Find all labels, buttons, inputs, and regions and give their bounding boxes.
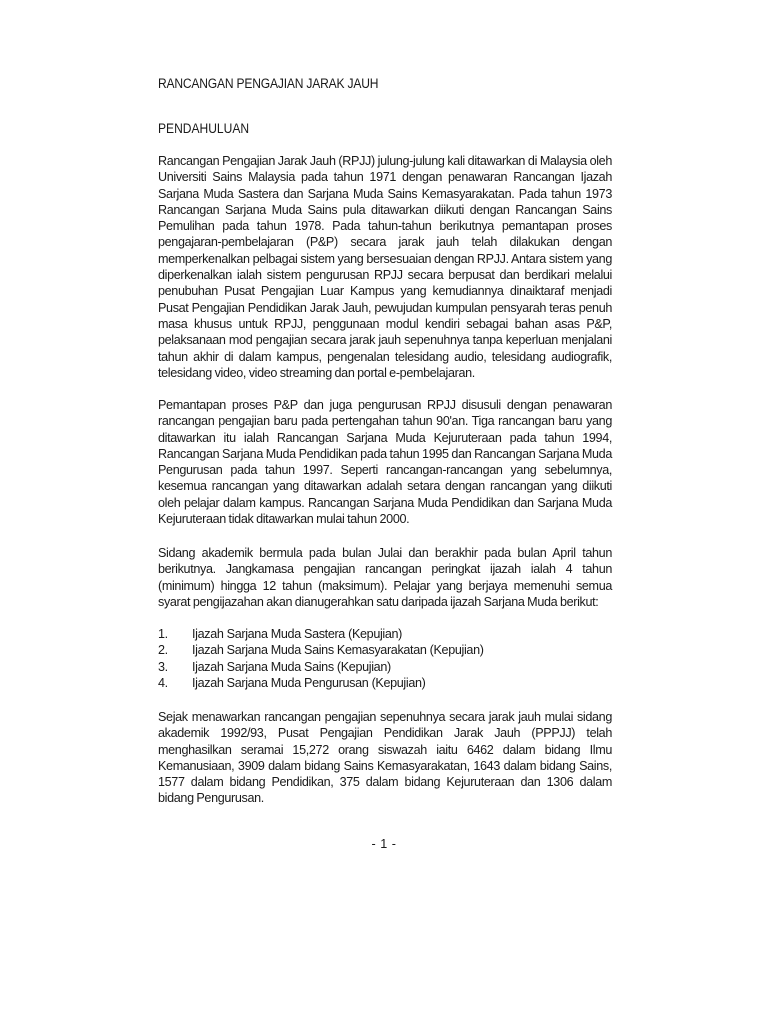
degree-list bbox=[158, 626, 484, 691]
document-title: RANCANGAN PENGAJIAN JARAK JAUH bbox=[158, 76, 379, 91]
degree-list-item bbox=[158, 675, 484, 691]
degree-number: 2. bbox=[158, 643, 168, 658]
degree-title: Ijazah Sarjana Muda Sains (Kepujian) bbox=[192, 659, 391, 674]
paragraph-graduate-statistics: Sejak menawarkan rancangan pengajian sepenuhnya secara jarak jauh mulai sidang akademik 1992/93, Pusat Pengajian Pendidikan Jarak Jauh (PPPJJ) telah menghasilkan seramai 15,272 orang siswazah iaitu 6462 dalam bidang Ilmu Kemanusiaan, 3909 dalam bidang Sains Kemasyarakatan, 1643 dalam bidang Sains, 1577 dalam bidang Pendidikan, 375 dalam bidang Kejuruteraan dan 1306 dalam bidang Pengurusan. bbox=[158, 710, 612, 806]
degree-list-item bbox=[158, 626, 484, 642]
page-number: - 1 - bbox=[371, 837, 397, 851]
paragraph-programme-expansion: Pemantapan proses P&P dan juga pengurusan RPJJ disusuli dengan penawaran rancangan pengajian baru pada pertengahan tahun 90'an. Tiga rancangan baru yang ditawarkan itu ialah Rancangan Sarjana Muda Kejuruteraan pada tahun 1994, Rancangan Sarjana Muda Pendidikan pada tahun 1995 dan Rancangan Sarjana Muda Pengurusan pada tahun 1997. Seperti rancangan-rancangan yang sebelumnya, kesemua rancangan yang ditawarkan adalah setara dengan rancangan yang diikuti oleh pelajar dalam kampus. Rancangan Sarjana Muda Pendidikan dan Sarjana Muda Kejuruteraan tidak ditawarkan mulai tahun 2000. bbox=[158, 398, 612, 527]
degree-list-item bbox=[158, 659, 484, 675]
degree-number: 3. bbox=[158, 659, 168, 674]
paragraph-introduction: Rancangan Pengajian Jarak Jauh (RPJJ) julung-julung kali ditawarkan di Malaysia oleh Universiti Sains Malaysia pada tahun 1971 dengan penawaran Rancangan Ijazah Sarjana Muda Sastera dan Sarjana Muda Sains Kemasyarakatan. Pada tahun 1973 Rancangan Sarjana Muda Sains pula ditawarkan diikuti dengan Rancangan Sains Pemulihan pada tahun 1978. Pada tahun-tahun berikutnya pemantapan proses pengajaran-pembelajaran (P&P) secara jarak jauh telah dilakukan dengan memperkenalkan pelbagai sistem yang bersesuaian dengan RPJJ. Antara sistem yang diperkenalkan ialah sistem pengurusan RPJJ secara berpusat dan berdikari melalui penubuhan Pusat Pengajian Luar Kampus yang kemudiannya dinaiktaraf menjadi Pusat Pengajian Pendidikan Jarak Jauh, pewujudan kumpulan pensyarah teras penuh masa khusus untuk RPJJ, penggunaan modul kendiri sebagai bahan asas P&P, pelaksanaan mod pengajian secara jarak jauh sepenuhnya tanpa keperluan menjalani tahun akhir di dalam kampus, pengenalan telesidang audio, telesidang audiografik, telesidang video, video streaming dan portal e-pembelajaran. bbox=[158, 154, 612, 380]
paragraph-academic-session: Sidang akademik bermula pada bulan Julai dan berakhir pada bulan April tahun berikutnya. Jangkamasa pengajian rancangan peringkat ijazah ialah 4 tahun (minimum) hingga 12 tahun (maksimum). Pelajar yang berjaya memenuhi semua syarat pengijazahan akan dianugerahkan satu daripada ijazah Sarjana Muda berikut: bbox=[158, 546, 612, 609]
degree-title: Ijazah Sarjana Muda Sains Kemasyarakatan (Kepujian) bbox=[192, 643, 484, 658]
degree-number: 1. bbox=[158, 627, 168, 641]
section-heading: PENDAHULUAN bbox=[158, 121, 250, 136]
degree-title: Ijazah Sarjana Muda Pengurusan (Kepujian) bbox=[192, 675, 426, 690]
degree-title: Ijazah Sarjana Muda Sastera (Kepujian) bbox=[192, 627, 403, 641]
degree-list-item bbox=[158, 642, 484, 658]
degree-number: 4. bbox=[158, 675, 168, 690]
